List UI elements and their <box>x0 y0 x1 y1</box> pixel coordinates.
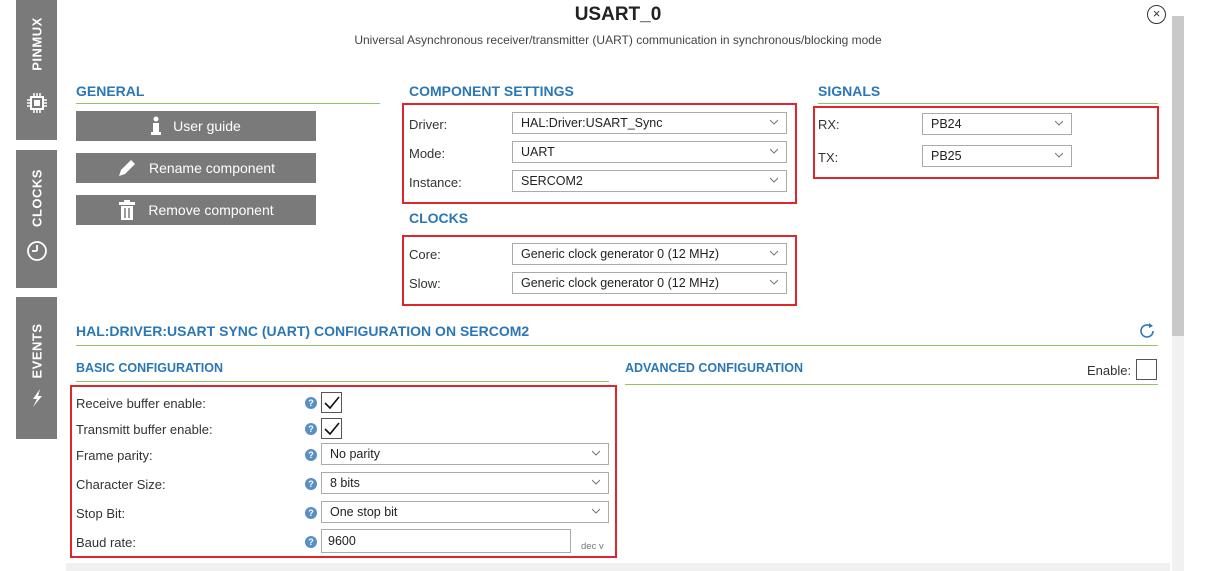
chevron-down-icon <box>770 118 778 126</box>
checkmark-icon <box>324 395 340 411</box>
stop-bit-value: One stop bit <box>330 505 398 519</box>
chevron-down-icon <box>592 449 600 457</box>
driver-value: HAL:Driver:USART_Sync <box>521 116 663 130</box>
character-size-value: 8 bits <box>330 476 360 490</box>
basic-configuration-heading: BASIC CONFIGURATION <box>76 361 223 375</box>
close-icon[interactable]: × <box>1147 5 1166 24</box>
rx-pin-select[interactable] <box>922 113 1072 135</box>
core-clock-label: Core: <box>409 247 441 262</box>
instance-value: SERCOM2 <box>521 174 583 188</box>
driver-label: Driver: <box>409 117 448 132</box>
tab-events[interactable] <box>16 297 57 439</box>
rx-pin-value: PB24 <box>931 117 962 131</box>
advanced-enable-label: Enable: <box>1087 363 1132 378</box>
baud-rate-label: Baud rate: <box>76 535 136 550</box>
slow-clock-label: Slow: <box>409 276 441 291</box>
tx-pin-select[interactable] <box>922 145 1072 167</box>
signals-rule <box>818 103 1158 104</box>
help-icon[interactable]: ? <box>305 397 317 409</box>
lightning-icon <box>28 389 46 412</box>
chevron-down-icon <box>770 278 778 286</box>
refresh-icon[interactable] <box>1138 322 1156 340</box>
rename-component-button[interactable] <box>76 153 316 183</box>
tab-clocks[interactable] <box>16 150 57 288</box>
tx-pin-value: PB25 <box>931 149 962 163</box>
frame-parity-label: Frame parity: <box>76 448 153 463</box>
frame-parity-select[interactable] <box>321 443 609 465</box>
user-guide-button[interactable] <box>76 111 316 141</box>
rx-label: RX: <box>818 117 840 132</box>
core-clock-value: Generic clock generator 0 (12 MHz) <box>521 247 719 261</box>
page-subtitle: Universal Asynchronous receiver/transmitter (UART) communication in synchronous/blocking mode <box>354 33 882 47</box>
help-icon[interactable]: ? <box>305 507 317 519</box>
configuration-heading: HAL:DRIVER:USART SYNC (UART) CONFIGURATION ON SERCOM2 <box>76 323 530 339</box>
tab-pinmux[interactable] <box>16 0 57 140</box>
chevron-down-icon <box>770 249 778 257</box>
tab-pinmux-label: PINMUX <box>29 17 44 71</box>
advanced-enable-checkbox[interactable] <box>1136 359 1157 380</box>
remove-component-label: Remove component <box>148 202 274 218</box>
character-size-label: Character Size: <box>76 477 166 492</box>
rename-component-label: Rename component <box>148 160 276 176</box>
slow-clock-value: Generic clock generator 0 (12 MHz) <box>521 276 719 290</box>
chevron-down-icon <box>770 147 778 155</box>
stop-bit-select[interactable] <box>321 501 609 523</box>
mode-label: Mode: <box>409 146 446 161</box>
advanced-configuration-rule <box>625 384 1158 385</box>
checkmark-icon <box>324 421 340 437</box>
stop-bit-label: Stop Bit: <box>76 506 126 521</box>
general-rule <box>76 103 380 104</box>
chevron-down-icon <box>592 507 600 515</box>
configuration-rule <box>76 345 1158 346</box>
chevron-down-icon <box>1055 119 1063 127</box>
info-icon <box>151 116 161 136</box>
help-icon[interactable]: ? <box>305 478 317 490</box>
component-settings-heading: COMPONENT SETTINGS <box>409 83 574 99</box>
page-title: USART_0 <box>574 4 662 25</box>
clocks-heading: CLOCKS <box>409 210 469 226</box>
chevron-down-icon <box>770 176 778 184</box>
character-size-select[interactable] <box>321 472 609 494</box>
tx-label: TX: <box>818 150 839 165</box>
clock-icon <box>26 240 48 267</box>
chevron-down-icon <box>1055 151 1063 159</box>
chip-icon <box>27 93 47 118</box>
baud-rate-input[interactable]: 9600 <box>321 529 571 553</box>
trash-icon <box>118 200 136 220</box>
bottom-scroll-area <box>66 563 1170 571</box>
help-icon[interactable]: ? <box>305 449 317 461</box>
mode-value: UART <box>521 145 555 159</box>
tab-events-label: EVENTS <box>29 323 44 379</box>
chevron-down-icon <box>592 478 600 486</box>
signals-heading: SIGNALS <box>818 83 881 99</box>
frame-parity-value: No parity <box>330 447 381 461</box>
core-clock-select[interactable] <box>512 243 787 265</box>
transmit-buffer-checkbox[interactable] <box>321 418 342 439</box>
transmit-buffer-label: Transmitt buffer enable: <box>76 422 213 437</box>
help-icon[interactable]: ? <box>305 536 317 548</box>
receive-buffer-label: Receive buffer enable: <box>76 396 206 411</box>
user-guide-label: User guide <box>173 118 241 134</box>
receive-buffer-checkbox[interactable] <box>321 392 342 413</box>
scrollbar-thumb[interactable] <box>1172 16 1184 336</box>
baud-rate-unit[interactable]: dec v <box>581 541 604 552</box>
slow-clock-select[interactable] <box>512 272 787 294</box>
mode-select[interactable] <box>512 141 787 163</box>
remove-component-button[interactable] <box>76 195 316 225</box>
general-heading: GENERAL <box>76 83 145 99</box>
advanced-configuration-heading: ADVANCED CONFIGURATION <box>625 361 804 375</box>
pencil-icon <box>117 158 137 178</box>
help-icon[interactable]: ? <box>305 423 317 435</box>
instance-label: Instance: <box>409 175 462 190</box>
instance-select[interactable] <box>512 170 787 192</box>
driver-select[interactable] <box>512 112 787 134</box>
basic-configuration-rule <box>76 381 609 382</box>
tab-clocks-label: CLOCKS <box>29 169 44 227</box>
